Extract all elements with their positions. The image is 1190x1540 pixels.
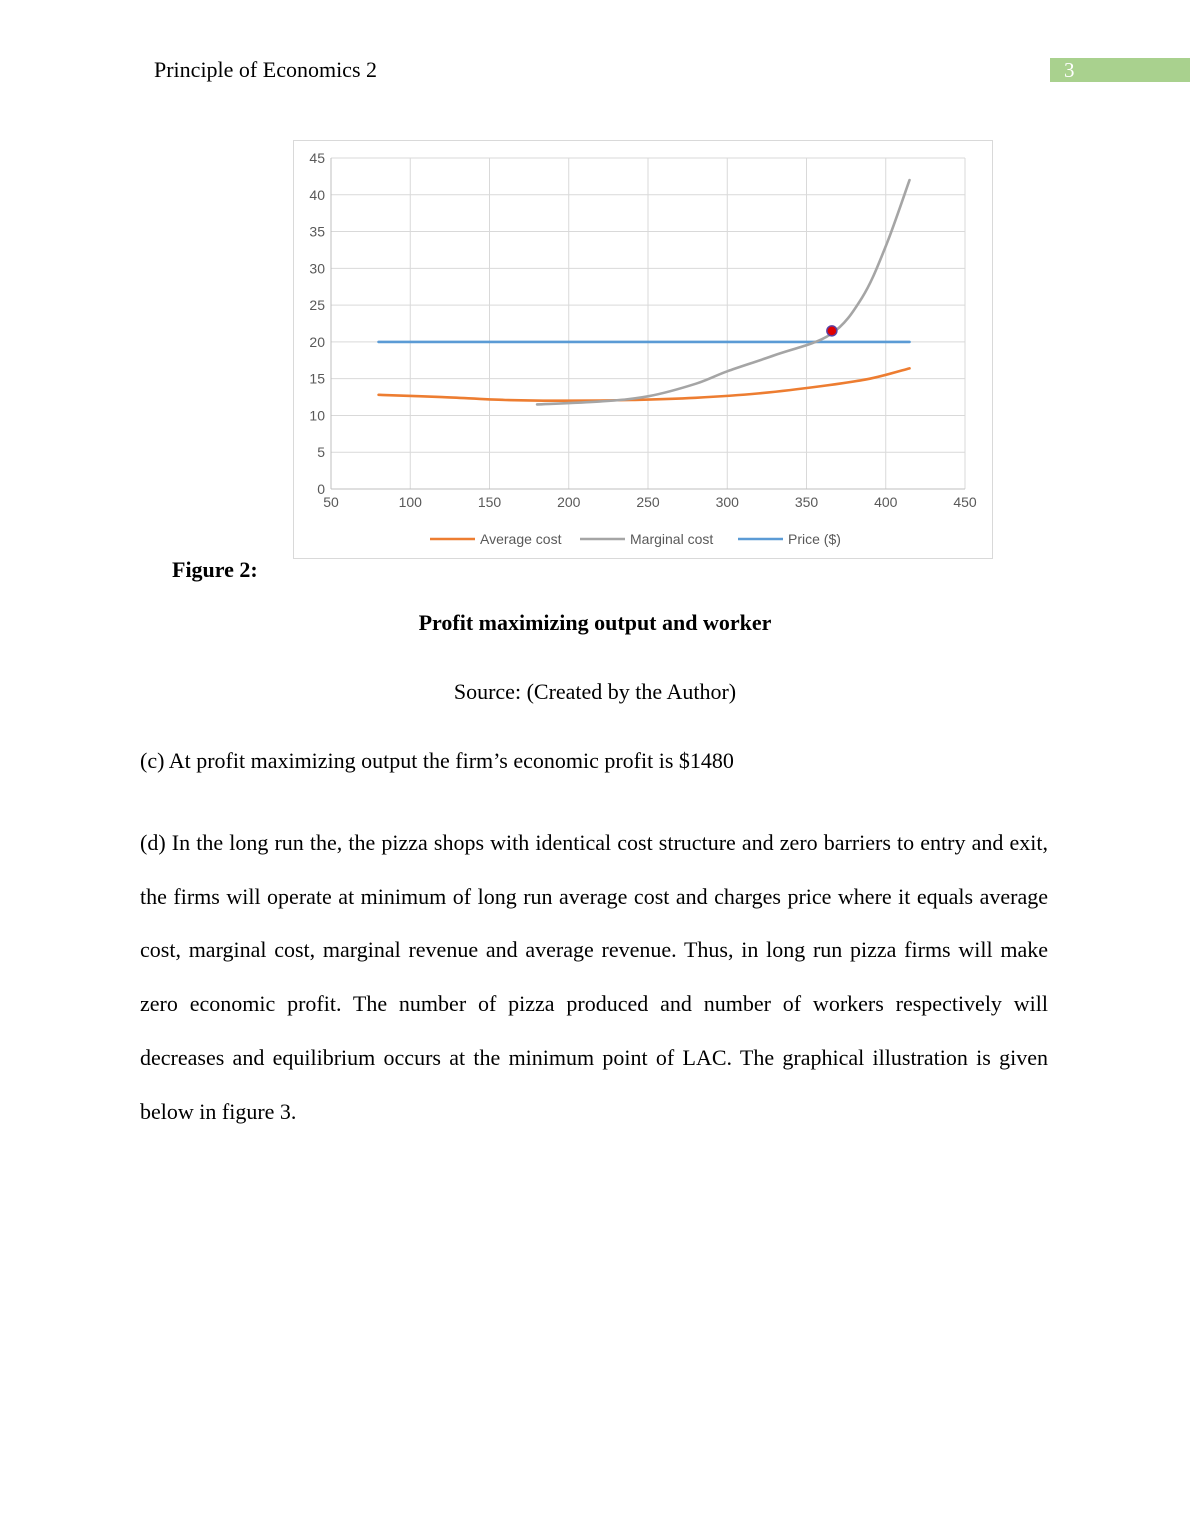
x-tick-label: 250 bbox=[636, 494, 660, 510]
figure-label: Figure 2: bbox=[172, 557, 258, 582]
chart-container bbox=[293, 140, 993, 559]
x-tick-label: 400 bbox=[874, 494, 898, 510]
y-tick-label: 45 bbox=[309, 150, 325, 166]
cost-chart bbox=[294, 141, 992, 558]
y-tick-label: 10 bbox=[309, 407, 325, 424]
x-tick-label: 300 bbox=[715, 494, 739, 510]
y-tick-label: 0 bbox=[317, 481, 325, 497]
chart-series bbox=[379, 180, 910, 404]
paragraph-d: (d) In the long run the, the pizza shops with identical cost structure and zero barriers to entry and exit, the firms will operate at minimum of long run average cost and charges price where it equals average cost, marginal cost, marginal revenue and average revenue. Thus, in long run pizza firms will make zero economic profit. The number of pizza produced and number of workers respectively will decreases and equilibrium occurs at the minimum point of LAC. The graphical illustration is given below in figure 3. bbox=[140, 830, 1048, 1124]
legend-label-marginal-cost: Marginal cost bbox=[630, 531, 714, 547]
x-tick-label: 100 bbox=[398, 494, 422, 510]
paragraph-c: (c) At profit maximizing output the firm’s economic profit is $1480 bbox=[140, 748, 734, 773]
legend-label-price: Price ($) bbox=[788, 531, 841, 547]
y-tick-label: 30 bbox=[309, 260, 325, 277]
y-tick-label: 15 bbox=[309, 370, 325, 387]
x-tick-label: 50 bbox=[323, 494, 339, 510]
x-tick-label: 450 bbox=[953, 494, 977, 510]
running-header-title: Principle of Economics 2 bbox=[154, 57, 378, 82]
chart-grid bbox=[331, 158, 965, 489]
x-tick-label: 200 bbox=[557, 494, 581, 510]
y-tick-label: 40 bbox=[309, 186, 325, 203]
x-tick-label: 350 bbox=[794, 494, 819, 510]
y-tick-label: 5 bbox=[317, 444, 325, 461]
x-tick-label: 150 bbox=[477, 494, 502, 510]
series-line-marginal-cost bbox=[537, 180, 909, 404]
profit-max-point-marker bbox=[827, 326, 837, 336]
y-tick-label: 20 bbox=[309, 333, 325, 350]
y-tick-label: 25 bbox=[309, 297, 325, 314]
legend-label-average-cost: Average cost bbox=[480, 531, 562, 547]
chart-axes bbox=[309, 150, 976, 510]
page-number: 3 bbox=[1050, 58, 1190, 82]
y-tick-label: 35 bbox=[309, 223, 325, 240]
chart-legend bbox=[430, 531, 841, 547]
figure-caption: Profit maximizing output and worker bbox=[418, 610, 772, 635]
figure-source: Source: (Created by the Author) bbox=[453, 679, 737, 704]
